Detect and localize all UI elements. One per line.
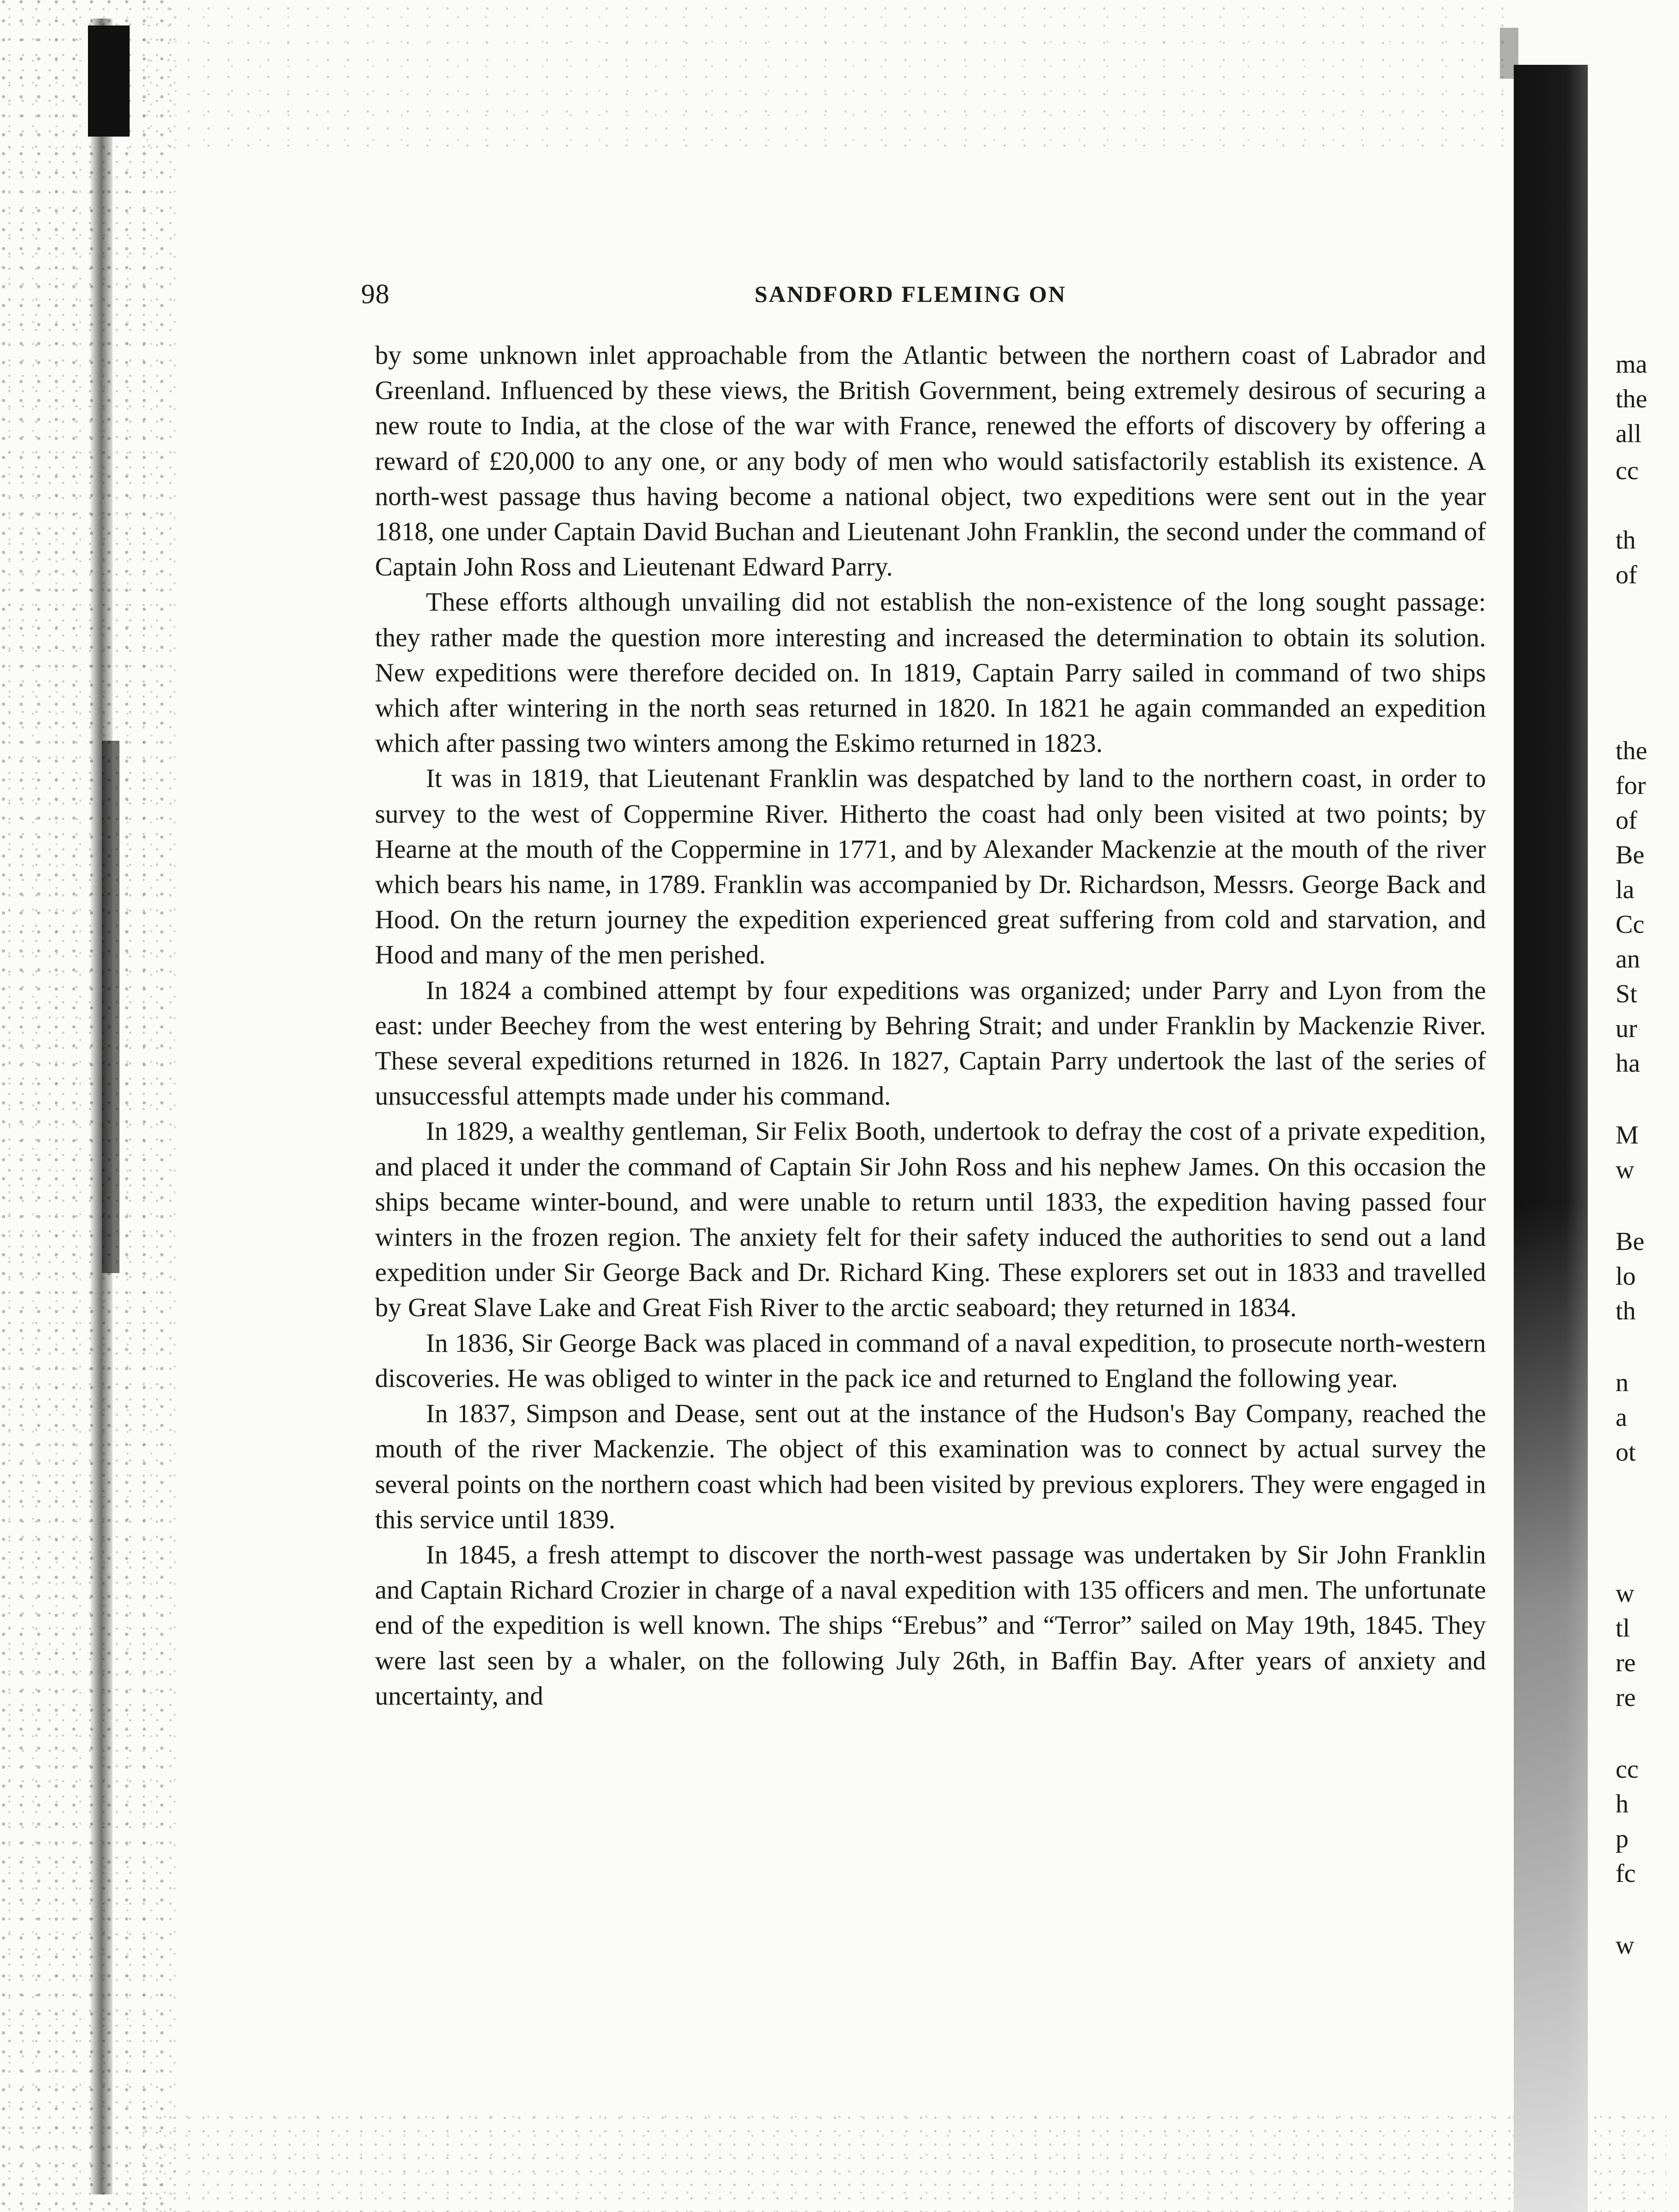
- scan-artifact-top-left: [88, 25, 130, 137]
- facing-page-fragment: Be: [1616, 841, 1645, 869]
- facing-page-fragment: ma: [1616, 350, 1648, 379]
- facing-page-fragment: ur: [1616, 1014, 1637, 1043]
- facing-page-fragment: St: [1616, 980, 1637, 1008]
- facing-page-fragment: of: [1616, 561, 1637, 589]
- paragraph: In 1845, a fresh attempt to discover the north-west passage was undertaken by Sir John Franklin and Captain Richard Crozier in charge of a naval expedition with 135 officers and men. The unfortunate end of the expedition is well known. The ships “Erebus” and “Terror” sailed on May 19th, 1845. They were last seen by a whaler, on the following July 26th, in Baffin Bay. After years of anxiety and uncertainty, and: [375, 1540, 1486, 1711]
- facing-page-fragment: lo: [1616, 1262, 1636, 1291]
- facing-page-fragment: for: [1616, 771, 1646, 800]
- facing-page-fragment: an: [1616, 945, 1640, 974]
- facing-page-fragment: of: [1616, 806, 1637, 835]
- paragraph: It was in 1819, that Lieutenant Franklin was despatched by land to the northern coast, in order to survey to the west of Coppermine River. Hitherto the coast had only been visited at two points; by Hearne at the mouth of the Coppermine in 1771, and by Alexander Mackenzie at the mouth of the river which bears his name, in 1789. Franklin was accompanied by Dr. Richardson, Messrs. George Back and Hood. On the return journey the expedition experienced great suffering from cold and starvation, and Hood and many of the men perished.: [375, 764, 1486, 970]
- facing-page-fragment: tl: [1616, 1614, 1630, 1643]
- facing-page-fragment: w: [1616, 1931, 1635, 1960]
- facing-page-fragment: Cc: [1616, 910, 1645, 939]
- facing-page-fragment: M: [1616, 1121, 1639, 1150]
- facing-page-fragment: th: [1616, 1297, 1636, 1325]
- gutter-fade: [1514, 1204, 1588, 2212]
- facing-page-fragment: a: [1616, 1403, 1627, 1432]
- paragraph: In 1829, a wealthy gentleman, Sir Felix Booth, undertook to defray the cost of a private expedition, and placed it under the command of Captain Sir John Ross and his nephew James. On this occasion the ships became winter-bound, and were unable to return until 1833, the expedition having passed four winters in the frozen region. The anxiety felt for their safety induced the authorities to send out a land expedition under Sir George Back and Dr. Richard King. These explorers set out in 1833 and travelled by Great Slave Lake and Great Fish River to the arctic seaboard; they returned in 1834.: [375, 1117, 1486, 1323]
- facing-page-fragment: re: [1616, 1649, 1636, 1677]
- facing-page-fragment: p: [1616, 1825, 1629, 1853]
- facing-page-fragment: cc: [1616, 1755, 1639, 1784]
- facing-page-fragment: the: [1616, 385, 1648, 413]
- facing-page-fragment: la: [1616, 875, 1635, 904]
- page-header: [361, 273, 1481, 315]
- facing-page-fragment: n: [1616, 1368, 1629, 1397]
- facing-page-fragment: w: [1616, 1156, 1635, 1184]
- facing-page-fragment: h: [1616, 1790, 1629, 1818]
- facing-page-fragment: the: [1616, 737, 1648, 765]
- paragraph: These efforts although unvailing did not establish the non-existence of the long sought passage: they rather made the question more interesting and increased the determination to obtain its solution. New expeditions were therefore decided on. In 1819, Captain Parry sailed in command of two ships which after wintering in the north seas returned in 1820. In 1821 he again commanded an expedition which after passing two winters among the Eskimo returned in 1823.: [375, 587, 1486, 758]
- facing-page-fragment: ha: [1616, 1049, 1640, 1078]
- running-title: SANDFORD FLEMING ON: [755, 281, 1067, 307]
- facing-page-edge: [1616, 0, 1679, 2212]
- facing-page-fragment: Be: [1616, 1227, 1645, 1256]
- scan-noise-top: [139, 0, 1504, 153]
- facing-page-fragment: cc: [1616, 456, 1639, 485]
- facing-page-fragment: th: [1616, 526, 1636, 555]
- paragraph: In 1837, Simpson and Dease, sent out at the instance of the Hudson's Bay Company, reached the mouth of the river Mackenzie. The object of this examination was to connect by actual survey the several points on the northern coast which had been visited by previous explorers. They were engaged in this service until 1839.: [375, 1399, 1486, 1534]
- paragraph: In 1836, Sir George Back was placed in command of a naval expedition, to prosecute north-western discoveries. He was obliged to winter in the pack ice and returned to England the following year.: [375, 1328, 1486, 1393]
- facing-page-fragment: fc: [1616, 1859, 1636, 1888]
- scan-noise-bottom: [139, 2111, 1667, 2212]
- facing-page-fragment: all: [1616, 419, 1642, 448]
- facing-page-fragment: ot: [1616, 1438, 1636, 1467]
- scan-noise-left: [0, 0, 176, 2212]
- body-text: [375, 338, 1486, 1714]
- scan-artifact-mid-left: [102, 741, 119, 1273]
- paragraph: by some unknown inlet approachable from the Atlantic between the northern coast of Labrador and Greenland. Influenced by these views, the British Government, being extremely desirous of securing a new route to India, at the close of the war with France, renewed the efforts of discovery by offering a reward of £20,000 to any one, or any body of men who would satisfactorily establish its existence. A north-west passage thus having become a national object, two expeditions were sent out in the year 1818, one under Captain David Buchan and Lieutenant John Franklin, the second under the command of Captain John Ross and Lieutenant Edward Parry.: [375, 341, 1486, 582]
- facing-page-fragment: w: [1616, 1579, 1635, 1608]
- facing-page-fragment: re: [1616, 1683, 1636, 1712]
- paragraph: In 1824 a combined attempt by four expeditions was organized; under Parry and Lyon from the east: under Beechey from the west entering by Behring Strait; and under Franklin by Mackenzie River. These several expeditions returned in 1826. In 1827, Captain Parry undertook the last of the series of unsuccessful attempts made under his command.: [375, 975, 1486, 1111]
- page-number: 98: [361, 279, 390, 309]
